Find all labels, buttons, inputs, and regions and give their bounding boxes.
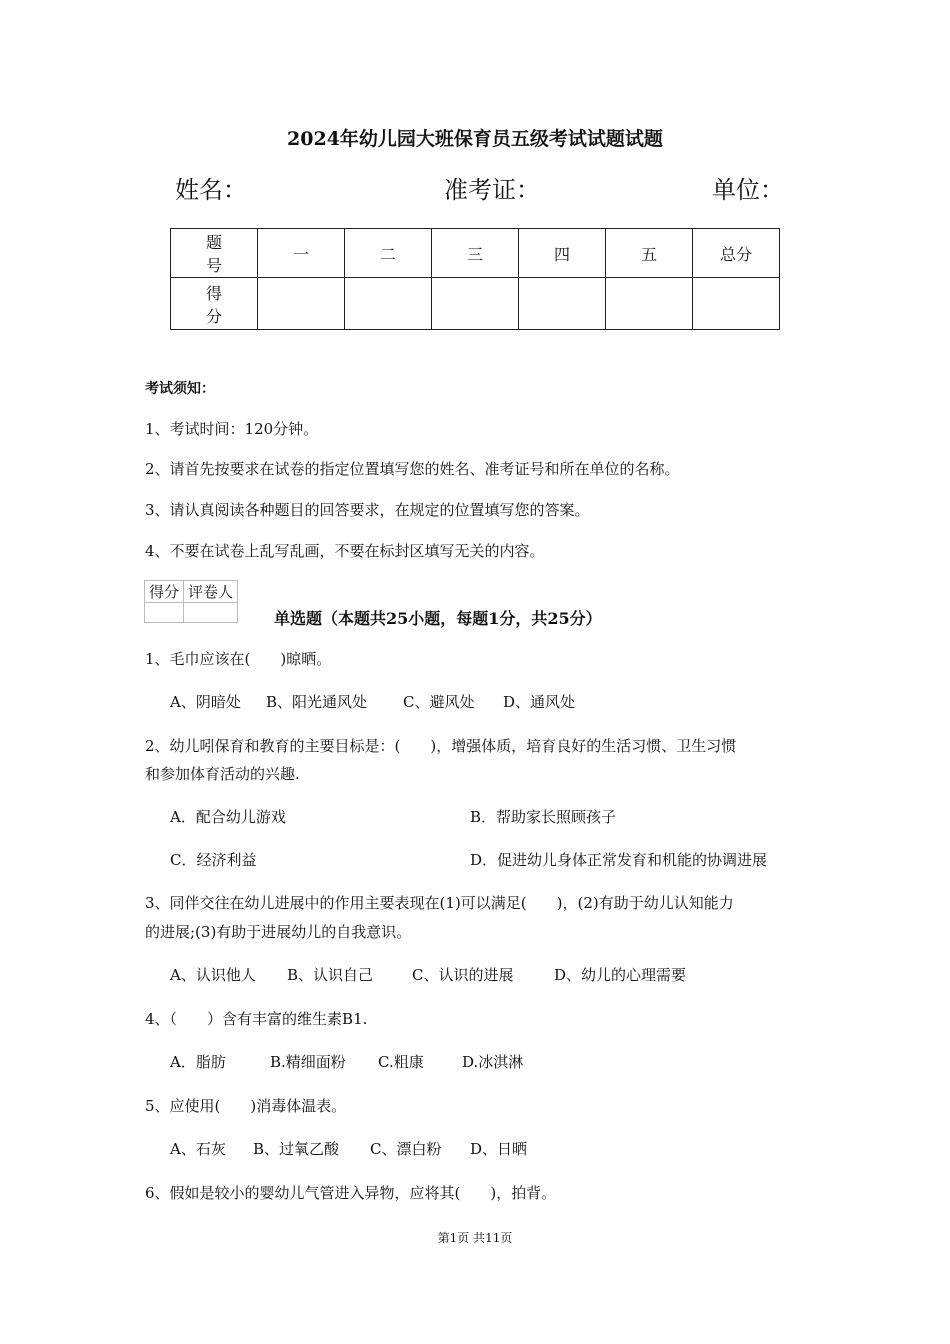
score-cell-total[interactable]	[693, 278, 780, 330]
exam-id-field-label: 准考证：	[444, 176, 540, 204]
question-5-text: 5、应使用( )消毒体温表。	[145, 1097, 347, 1115]
q2-option-b[interactable]: B．帮助家长照顾孩子	[470, 808, 617, 826]
section-title: 单选题（本题共25小题，每题1分，共25分）	[274, 609, 602, 628]
grader-score-label: 得分	[145, 581, 184, 603]
question-2-text-cont: 和参加体育活动的兴趣.	[145, 765, 300, 783]
score-label: 得 分	[171, 278, 258, 330]
notice-item: 3、请认真阅读各种题目的回答要求，在规定的位置填写您的答案。	[145, 501, 590, 519]
q5-option-c[interactable]: C、漂白粉	[370, 1140, 442, 1158]
grader-score-cell[interactable]	[145, 603, 184, 623]
column-header: 二	[345, 229, 432, 278]
column-header: 三	[432, 229, 519, 278]
score-cell[interactable]	[519, 278, 606, 330]
page-footer: 第1页 共11页	[437, 1231, 513, 1245]
score-table-header-row	[171, 229, 780, 278]
notice-heading: 考试须知：	[145, 381, 215, 397]
q1-option-a[interactable]: A、阴暗处	[170, 693, 241, 711]
q4-option-d[interactable]: D.冰淇淋	[462, 1053, 524, 1071]
score-cell[interactable]	[432, 278, 519, 330]
q3-option-b[interactable]: B、认识自己	[287, 966, 374, 984]
q3-option-a[interactable]: A、认识他人	[170, 966, 256, 984]
score-table	[170, 228, 780, 330]
question-4-text: 4、（ ）含有丰富的维生素B1.	[145, 1010, 368, 1028]
grader-box	[144, 580, 238, 623]
name-field-label: 姓名：	[175, 176, 247, 204]
question-number-label: 题 号	[171, 229, 258, 278]
exam-title: 2024年幼儿园大班保育员五级考试试题试题	[287, 128, 663, 150]
q3-option-c[interactable]: C、认识的进展	[412, 966, 514, 984]
score-cell[interactable]	[345, 278, 432, 330]
q1-option-c[interactable]: C、避风处	[403, 693, 475, 711]
column-header: 五	[606, 229, 693, 278]
question-3-text: 3、同伴交往在幼儿进展中的作用主要表现在(1)可以满足( )，(2)有助于幼儿认知能力	[145, 894, 734, 912]
column-header: 四	[519, 229, 606, 278]
q4-option-a[interactable]: A．脂肪	[170, 1053, 226, 1071]
column-header-total: 总分	[693, 229, 780, 278]
score-cell[interactable]	[606, 278, 693, 330]
question-1-text: 1、毛巾应该在( )晾晒。	[145, 650, 332, 668]
question-2-text: 2、幼儿吲保育和教育的主要目标是：( )，增强体质，培育良好的生活习惯、卫生习惯	[145, 737, 737, 755]
q2-option-a[interactable]: A．配合幼儿游戏	[170, 808, 286, 826]
score-cell[interactable]	[258, 278, 345, 330]
q2-option-d[interactable]: D．促进幼儿身体正常发育和机能的协调进展	[470, 851, 768, 869]
q4-option-c[interactable]: C.粗康	[378, 1053, 424, 1071]
q2-option-c[interactable]: C．经济利益	[170, 851, 257, 869]
question-6-text: 6、假如是较小的婴幼儿气管进入异物，应将其( )，拍背。	[145, 1184, 557, 1202]
q5-option-a[interactable]: A、石灰	[170, 1140, 226, 1158]
column-header: 一	[258, 229, 345, 278]
q4-option-b[interactable]: B.精细面粉	[270, 1053, 346, 1071]
question-3-text-cont: 的进展;(3)有助于进展幼儿的自我意识。	[145, 923, 412, 941]
score-table-score-row	[171, 278, 780, 330]
unit-field-label: 单位：	[712, 176, 784, 204]
q5-option-d[interactable]: D、日晒	[470, 1140, 528, 1158]
notice-item: 2、请首先按要求在试卷的指定位置填写您的姓名、准考证号和所在单位的名称。	[145, 460, 680, 478]
notice-item: 4、不要在试卷上乱写乱画，不要在标封区填写无关的内容。	[145, 542, 545, 560]
grader-name-cell[interactable]	[184, 603, 238, 623]
q1-option-d[interactable]: D、通风处	[503, 693, 576, 711]
q5-option-b[interactable]: B、过氧乙酸	[253, 1140, 340, 1158]
grader-name-label: 评卷人	[184, 581, 238, 603]
q3-option-d[interactable]: D、幼儿的心理需要	[554, 966, 687, 984]
notice-item: 1、考试时间：120分钟。	[145, 420, 319, 438]
q1-option-b[interactable]: B、阳光通风处	[266, 693, 368, 711]
